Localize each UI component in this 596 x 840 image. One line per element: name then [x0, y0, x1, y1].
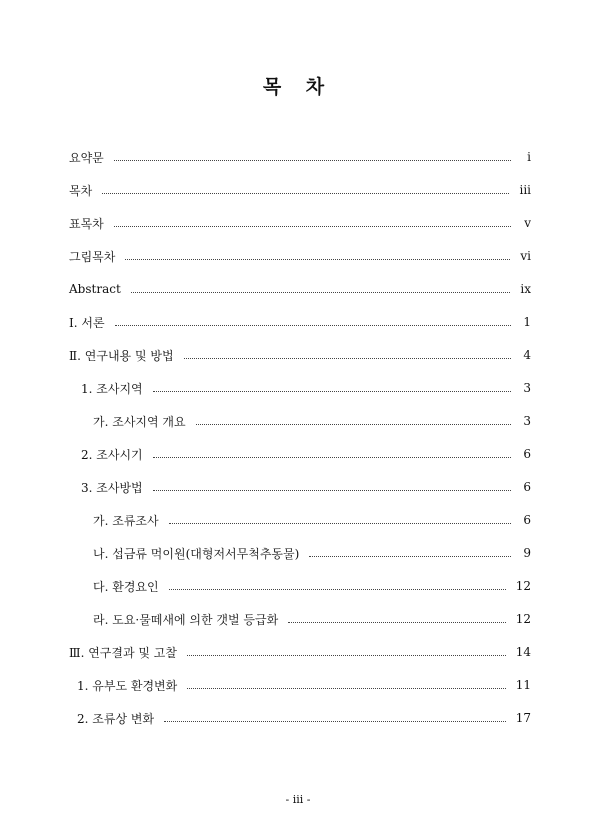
toc-entry[interactable]	[77, 674, 531, 696]
toc-entry[interactable]	[69, 146, 531, 168]
toc-entry-page: 4	[523, 348, 531, 362]
dot-leader	[131, 292, 511, 293]
toc-entry[interactable]	[77, 707, 531, 729]
dot-leader	[153, 391, 511, 392]
toc-entry-page: 14	[515, 645, 531, 659]
toc-entry[interactable]	[81, 476, 531, 498]
toc-entry-page: 17	[515, 711, 531, 725]
dot-leader	[196, 424, 511, 425]
toc-entry-page: 6	[523, 513, 531, 527]
dot-leader	[169, 523, 511, 524]
toc-entry-page: v	[524, 216, 531, 230]
toc-entry[interactable]	[69, 311, 531, 333]
toc-entry-page: 1	[523, 315, 531, 329]
page-title: 목 차	[262, 76, 334, 98]
dot-leader	[125, 259, 510, 260]
dot-leader	[115, 325, 511, 326]
toc-entry-label: 라. 도요·물떼새에 의한 갯벌 등급화	[93, 612, 279, 627]
toc-entry[interactable]	[81, 377, 531, 399]
toc-entry[interactable]	[69, 344, 531, 366]
dot-leader	[288, 622, 506, 623]
toc-entry-page: 6	[523, 480, 531, 494]
toc-entry-page: i	[527, 150, 531, 164]
toc-entry-label: Ⅰ. 서론	[69, 315, 105, 330]
toc-entry-label: 3. 조사방법	[81, 480, 143, 495]
toc-entry-label: 1. 조사지역	[81, 381, 143, 396]
toc-entry[interactable]	[81, 443, 531, 465]
toc-entry-label: 2. 조사시기	[81, 447, 143, 462]
toc-entry-page: 3	[523, 414, 531, 428]
toc-entry[interactable]	[93, 410, 531, 432]
toc-entry-label: 1. 유부도 환경변화	[77, 678, 178, 693]
toc-entry-page: 6	[523, 447, 531, 461]
toc-entry-page: 9	[523, 546, 531, 560]
dot-leader	[114, 226, 511, 227]
toc-entry-label: 가. 조류조사	[93, 513, 159, 528]
dot-leader	[102, 193, 509, 194]
dot-leader	[309, 556, 511, 557]
toc-entry-label: 목차	[69, 183, 93, 198]
toc-entry-page: vi	[520, 249, 531, 263]
dot-leader	[169, 589, 506, 590]
toc-entry[interactable]	[69, 179, 531, 201]
toc-entry-page: iii	[519, 183, 531, 197]
dot-leader	[153, 490, 511, 491]
page-number-footer: - iii -	[285, 793, 311, 806]
toc-entry-label: Ⅱ. 연구내용 및 방법	[69, 348, 174, 363]
dot-leader	[114, 160, 511, 161]
toc-entry[interactable]	[69, 245, 531, 267]
toc-entry[interactable]	[93, 608, 531, 630]
toc-entry[interactable]	[93, 509, 531, 531]
toc-entry-label: 그림목차	[69, 249, 116, 264]
toc-entry-label: 다. 환경요인	[93, 579, 159, 594]
toc-entry-label: Abstract	[69, 282, 121, 296]
toc-entry-page: 3	[523, 381, 531, 395]
toc-entry-page: 11	[515, 678, 531, 692]
toc-entry-page: 12	[515, 612, 531, 626]
toc-entry[interactable]	[93, 542, 531, 564]
toc-entry[interactable]	[93, 575, 531, 597]
toc-entry-label: 나. 섭금류 먹이원(대형저서무척추동물)	[93, 546, 300, 561]
toc-entry-page: ix	[520, 282, 531, 296]
toc-entry-label: 2. 조류상 변화	[77, 711, 155, 726]
toc-entry-label: 요약문	[69, 150, 104, 165]
toc-entry-page: 12	[515, 579, 531, 593]
toc-entry-label: 가. 조사지역 개요	[93, 414, 186, 429]
dot-leader	[187, 688, 505, 689]
toc-entry[interactable]	[69, 278, 531, 300]
dot-leader	[153, 457, 511, 458]
toc-entry[interactable]	[69, 212, 531, 234]
dot-leader	[164, 721, 506, 722]
dot-leader	[184, 358, 511, 359]
toc-entry-label: Ⅲ. 연구결과 및 고찰	[69, 645, 177, 660]
toc-entry[interactable]	[69, 641, 531, 663]
toc-entry-label: 표목차	[69, 216, 104, 231]
dot-leader	[187, 655, 506, 656]
